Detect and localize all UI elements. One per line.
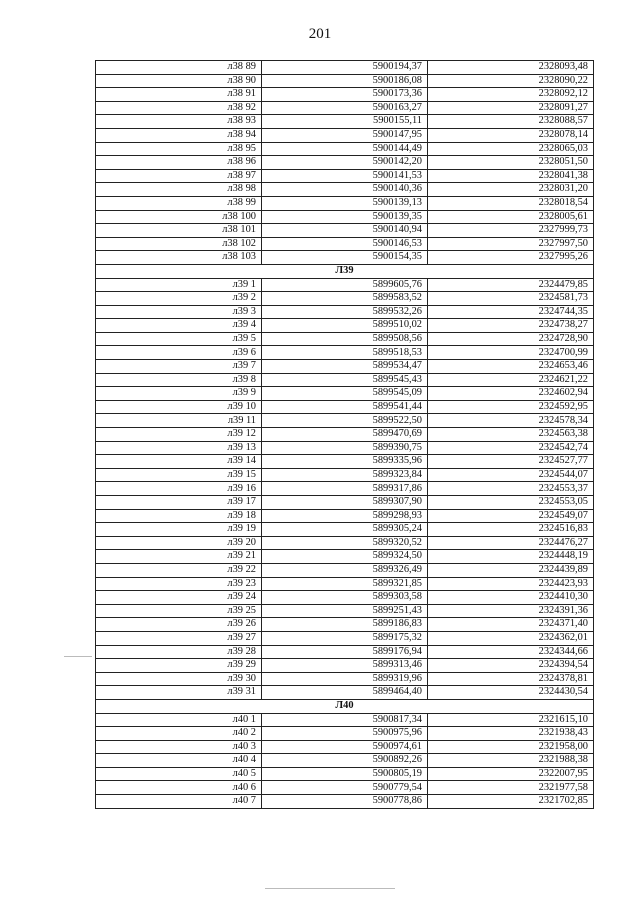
y-coordinate-cell: 2327995,26 xyxy=(428,251,594,265)
coordinates-table xyxy=(95,60,594,809)
point-id-cell: л38 98 xyxy=(96,183,262,197)
y-coordinate-cell: 2321615,10 xyxy=(428,713,594,727)
y-coordinate-cell: 2324448,19 xyxy=(428,550,594,564)
table-row xyxy=(96,631,594,645)
x-coordinate-cell: 5899508,56 xyxy=(262,332,428,346)
x-coordinate-cell: 5900155,11 xyxy=(262,115,428,129)
page-number: 201 xyxy=(308,26,332,42)
y-coordinate-cell: 2328078,14 xyxy=(428,128,594,142)
x-coordinate-cell: 5900139,35 xyxy=(262,210,428,224)
x-coordinate-cell: 5900141,53 xyxy=(262,169,428,183)
x-coordinate-cell: 5899510,02 xyxy=(262,319,428,333)
point-id-cell: л40 3 xyxy=(96,740,262,754)
x-coordinate-cell: 5899320,52 xyxy=(262,536,428,550)
y-coordinate-cell: 2324738,27 xyxy=(428,319,594,333)
point-id-cell: л39 28 xyxy=(96,645,262,659)
x-coordinate-cell: 5900144,49 xyxy=(262,142,428,156)
point-id-cell: л39 7 xyxy=(96,360,262,374)
y-coordinate-cell: 2324391,36 xyxy=(428,604,594,618)
y-coordinate-cell: 2328092,12 xyxy=(428,88,594,102)
point-id-cell: л38 102 xyxy=(96,237,262,251)
table-row xyxy=(96,196,594,210)
y-coordinate-cell: 2324476,27 xyxy=(428,536,594,550)
point-id-cell: л39 16 xyxy=(96,482,262,496)
table-row xyxy=(96,183,594,197)
point-id-cell: л38 96 xyxy=(96,156,262,170)
x-coordinate-cell: 5899303,58 xyxy=(262,591,428,605)
x-coordinate-cell: 5899545,43 xyxy=(262,373,428,387)
x-coordinate-cell: 5900142,20 xyxy=(262,156,428,170)
table-row xyxy=(96,536,594,550)
point-id-cell: л39 4 xyxy=(96,319,262,333)
y-coordinate-cell: 2324362,01 xyxy=(428,631,594,645)
table-row xyxy=(96,169,594,183)
table-row xyxy=(96,645,594,659)
y-coordinate-cell: 2324553,37 xyxy=(428,482,594,496)
x-coordinate-cell: 5899518,53 xyxy=(262,346,428,360)
x-coordinate-cell: 5899522,50 xyxy=(262,414,428,428)
y-coordinate-cell: 2328018,54 xyxy=(428,196,594,210)
point-id-cell: л39 11 xyxy=(96,414,262,428)
table-row xyxy=(96,88,594,102)
table-row xyxy=(96,319,594,333)
y-coordinate-cell: 2327999,73 xyxy=(428,224,594,238)
table-row xyxy=(96,686,594,700)
table-row xyxy=(96,115,594,129)
y-coordinate-cell: 2321702,85 xyxy=(428,795,594,809)
point-id-cell: л39 8 xyxy=(96,373,262,387)
table-row xyxy=(96,128,594,142)
x-coordinate-cell: 5900140,94 xyxy=(262,224,428,238)
table-row xyxy=(96,468,594,482)
point-id-cell: л39 27 xyxy=(96,631,262,645)
point-id-cell: л38 94 xyxy=(96,128,262,142)
point-id-cell: л39 25 xyxy=(96,604,262,618)
y-coordinate-cell: 2324728,90 xyxy=(428,332,594,346)
table-row xyxy=(96,591,594,605)
y-coordinate-cell: 2322007,95 xyxy=(428,767,594,781)
y-coordinate-cell: 2328065,03 xyxy=(428,142,594,156)
y-coordinate-cell: 2324394,54 xyxy=(428,659,594,673)
x-coordinate-cell: 5900779,54 xyxy=(262,781,428,795)
x-coordinate-cell: 5900194,37 xyxy=(262,61,428,75)
point-id-cell: л40 6 xyxy=(96,781,262,795)
table-row xyxy=(96,387,594,401)
table-row xyxy=(96,550,594,564)
table-row xyxy=(96,795,594,809)
point-id-cell: л38 97 xyxy=(96,169,262,183)
table-row xyxy=(96,618,594,632)
table-row xyxy=(96,740,594,754)
y-coordinate-cell: 2324410,30 xyxy=(428,591,594,605)
y-coordinate-cell: 2324542,74 xyxy=(428,441,594,455)
point-id-cell: л39 13 xyxy=(96,441,262,455)
y-coordinate-cell: 2321938,43 xyxy=(428,727,594,741)
table-row xyxy=(96,251,594,265)
y-coordinate-cell: 2324563,38 xyxy=(428,428,594,442)
x-coordinate-cell: 5900154,35 xyxy=(262,251,428,265)
x-coordinate-cell: 5900817,34 xyxy=(262,713,428,727)
point-id-cell: л38 99 xyxy=(96,196,262,210)
x-coordinate-cell: 5899534,47 xyxy=(262,360,428,374)
y-coordinate-cell: 2328093,48 xyxy=(428,61,594,75)
x-coordinate-cell: 5899532,26 xyxy=(262,305,428,319)
table-row xyxy=(96,278,594,292)
table-row xyxy=(96,142,594,156)
point-id-cell: л39 2 xyxy=(96,292,262,306)
point-id-cell: л38 103 xyxy=(96,251,262,265)
table-row xyxy=(96,74,594,88)
x-coordinate-cell: 5900974,61 xyxy=(262,740,428,754)
x-coordinate-cell: 5899326,49 xyxy=(262,563,428,577)
x-coordinate-cell: 5900163,27 xyxy=(262,101,428,115)
x-coordinate-cell: 5899605,76 xyxy=(262,278,428,292)
y-coordinate-cell: 2324578,34 xyxy=(428,414,594,428)
y-coordinate-cell: 2328090,22 xyxy=(428,74,594,88)
table-row xyxy=(96,523,594,537)
point-id-cell: л39 23 xyxy=(96,577,262,591)
table-row xyxy=(96,659,594,673)
point-id-cell: л38 93 xyxy=(96,115,262,129)
point-id-cell: л38 89 xyxy=(96,61,262,75)
y-coordinate-cell: 2324527,77 xyxy=(428,455,594,469)
point-id-cell: л39 9 xyxy=(96,387,262,401)
point-id-cell: л39 1 xyxy=(96,278,262,292)
table-row xyxy=(96,441,594,455)
y-coordinate-cell: 2324700,99 xyxy=(428,346,594,360)
y-coordinate-cell: 2328088,57 xyxy=(428,115,594,129)
y-coordinate-cell: 2324423,93 xyxy=(428,577,594,591)
point-id-cell: л40 2 xyxy=(96,727,262,741)
table-row xyxy=(96,305,594,319)
table-row xyxy=(96,767,594,781)
table-row xyxy=(96,332,594,346)
group-header-row xyxy=(96,264,594,278)
x-coordinate-cell: 5899317,86 xyxy=(262,482,428,496)
point-id-cell: л39 14 xyxy=(96,455,262,469)
point-id-cell: л39 3 xyxy=(96,305,262,319)
point-id-cell: л38 91 xyxy=(96,88,262,102)
point-id-cell: л40 4 xyxy=(96,754,262,768)
point-id-cell: л40 7 xyxy=(96,795,262,809)
x-coordinate-cell: 5899251,43 xyxy=(262,604,428,618)
group-header-row xyxy=(96,699,594,713)
table-row xyxy=(96,210,594,224)
table-row xyxy=(96,292,594,306)
table-row xyxy=(96,224,594,238)
x-coordinate-cell: 5899298,93 xyxy=(262,509,428,523)
x-coordinate-cell: 5899176,94 xyxy=(262,645,428,659)
y-coordinate-cell: 2324581,73 xyxy=(428,292,594,306)
point-id-cell: л38 92 xyxy=(96,101,262,115)
x-coordinate-cell: 5900173,36 xyxy=(262,88,428,102)
x-coordinate-cell: 5899541,44 xyxy=(262,400,428,414)
table-row xyxy=(96,482,594,496)
table-row xyxy=(96,428,594,442)
y-coordinate-cell: 2324479,85 xyxy=(428,278,594,292)
x-coordinate-cell: 5900140,36 xyxy=(262,183,428,197)
group-header: Л40 xyxy=(96,699,594,713)
x-coordinate-cell: 5899307,90 xyxy=(262,496,428,510)
x-coordinate-cell: 5899305,24 xyxy=(262,523,428,537)
point-id-cell: л39 18 xyxy=(96,509,262,523)
point-id-cell: л40 1 xyxy=(96,713,262,727)
x-coordinate-cell: 5899324,50 xyxy=(262,550,428,564)
x-coordinate-cell: 5900778,86 xyxy=(262,795,428,809)
table-row xyxy=(96,672,594,686)
x-coordinate-cell: 5900147,95 xyxy=(262,128,428,142)
point-id-cell: л39 10 xyxy=(96,400,262,414)
y-coordinate-cell: 2324378,81 xyxy=(428,672,594,686)
table-row xyxy=(96,400,594,414)
y-coordinate-cell: 2324544,07 xyxy=(428,468,594,482)
point-id-cell: л39 30 xyxy=(96,672,262,686)
point-id-cell: л39 15 xyxy=(96,468,262,482)
y-coordinate-cell: 2327997,50 xyxy=(428,237,594,251)
table-row xyxy=(96,455,594,469)
point-id-cell: л39 5 xyxy=(96,332,262,346)
y-coordinate-cell: 2328051,50 xyxy=(428,156,594,170)
table-row xyxy=(96,496,594,510)
point-id-cell: л39 19 xyxy=(96,523,262,537)
y-coordinate-cell: 2321988,38 xyxy=(428,754,594,768)
y-coordinate-cell: 2324344,66 xyxy=(428,645,594,659)
point-id-cell: л38 95 xyxy=(96,142,262,156)
y-coordinate-cell: 2324653,46 xyxy=(428,360,594,374)
point-id-cell: л39 29 xyxy=(96,659,262,673)
y-coordinate-cell: 2328091,27 xyxy=(428,101,594,115)
y-coordinate-cell: 2324549,07 xyxy=(428,509,594,523)
group-header: Л39 xyxy=(96,264,594,278)
table-row xyxy=(96,604,594,618)
table-row xyxy=(96,414,594,428)
y-coordinate-cell: 2324592,95 xyxy=(428,400,594,414)
point-id-cell: л40 5 xyxy=(96,767,262,781)
point-id-cell: л39 12 xyxy=(96,428,262,442)
scan-line xyxy=(265,888,395,889)
coordinates-table-body xyxy=(96,61,594,809)
x-coordinate-cell: 5899545,09 xyxy=(262,387,428,401)
x-coordinate-cell: 5900146,53 xyxy=(262,237,428,251)
table-row xyxy=(96,237,594,251)
table-row xyxy=(96,360,594,374)
x-coordinate-cell: 5900186,08 xyxy=(262,74,428,88)
scan-mark xyxy=(64,656,92,657)
x-coordinate-cell: 5900892,26 xyxy=(262,754,428,768)
y-coordinate-cell: 2324602,94 xyxy=(428,387,594,401)
point-id-cell: л39 6 xyxy=(96,346,262,360)
x-coordinate-cell: 5900139,13 xyxy=(262,196,428,210)
point-id-cell: л38 100 xyxy=(96,210,262,224)
x-coordinate-cell: 5900975,96 xyxy=(262,727,428,741)
x-coordinate-cell: 5899390,75 xyxy=(262,441,428,455)
x-coordinate-cell: 5899335,96 xyxy=(262,455,428,469)
point-id-cell: л39 17 xyxy=(96,496,262,510)
point-id-cell: л39 22 xyxy=(96,563,262,577)
y-coordinate-cell: 2324439,89 xyxy=(428,563,594,577)
y-coordinate-cell: 2324430,54 xyxy=(428,686,594,700)
point-id-cell: л39 31 xyxy=(96,686,262,700)
y-coordinate-cell: 2324371,40 xyxy=(428,618,594,632)
table-row xyxy=(96,727,594,741)
point-id-cell: л39 20 xyxy=(96,536,262,550)
point-id-cell: л38 101 xyxy=(96,224,262,238)
table-row xyxy=(96,781,594,795)
x-coordinate-cell: 5899313,46 xyxy=(262,659,428,673)
point-id-cell: л39 24 xyxy=(96,591,262,605)
x-coordinate-cell: 5899186,83 xyxy=(262,618,428,632)
x-coordinate-cell: 5899323,84 xyxy=(262,468,428,482)
y-coordinate-cell: 2324621,22 xyxy=(428,373,594,387)
table-row xyxy=(96,61,594,75)
table-row xyxy=(96,346,594,360)
y-coordinate-cell: 2328041,38 xyxy=(428,169,594,183)
table-row xyxy=(96,713,594,727)
y-coordinate-cell: 2324744,35 xyxy=(428,305,594,319)
point-id-cell: л38 90 xyxy=(96,74,262,88)
x-coordinate-cell: 5899319,96 xyxy=(262,672,428,686)
x-coordinate-cell: 5899175,32 xyxy=(262,631,428,645)
table-row xyxy=(96,509,594,523)
y-coordinate-cell: 2324553,05 xyxy=(428,496,594,510)
table-row xyxy=(96,754,594,768)
y-coordinate-cell: 2324516,83 xyxy=(428,523,594,537)
table-row xyxy=(96,101,594,115)
y-coordinate-cell: 2321958,00 xyxy=(428,740,594,754)
x-coordinate-cell: 5899583,52 xyxy=(262,292,428,306)
x-coordinate-cell: 5899321,85 xyxy=(262,577,428,591)
x-coordinate-cell: 5899464,40 xyxy=(262,686,428,700)
table-row xyxy=(96,373,594,387)
y-coordinate-cell: 2328005,61 xyxy=(428,210,594,224)
x-coordinate-cell: 5900805,19 xyxy=(262,767,428,781)
table-row xyxy=(96,577,594,591)
table-row xyxy=(96,156,594,170)
y-coordinate-cell: 2321977,58 xyxy=(428,781,594,795)
table-row xyxy=(96,563,594,577)
y-coordinate-cell: 2328031,20 xyxy=(428,183,594,197)
point-id-cell: л39 26 xyxy=(96,618,262,632)
x-coordinate-cell: 5899470,69 xyxy=(262,428,428,442)
point-id-cell: л39 21 xyxy=(96,550,262,564)
